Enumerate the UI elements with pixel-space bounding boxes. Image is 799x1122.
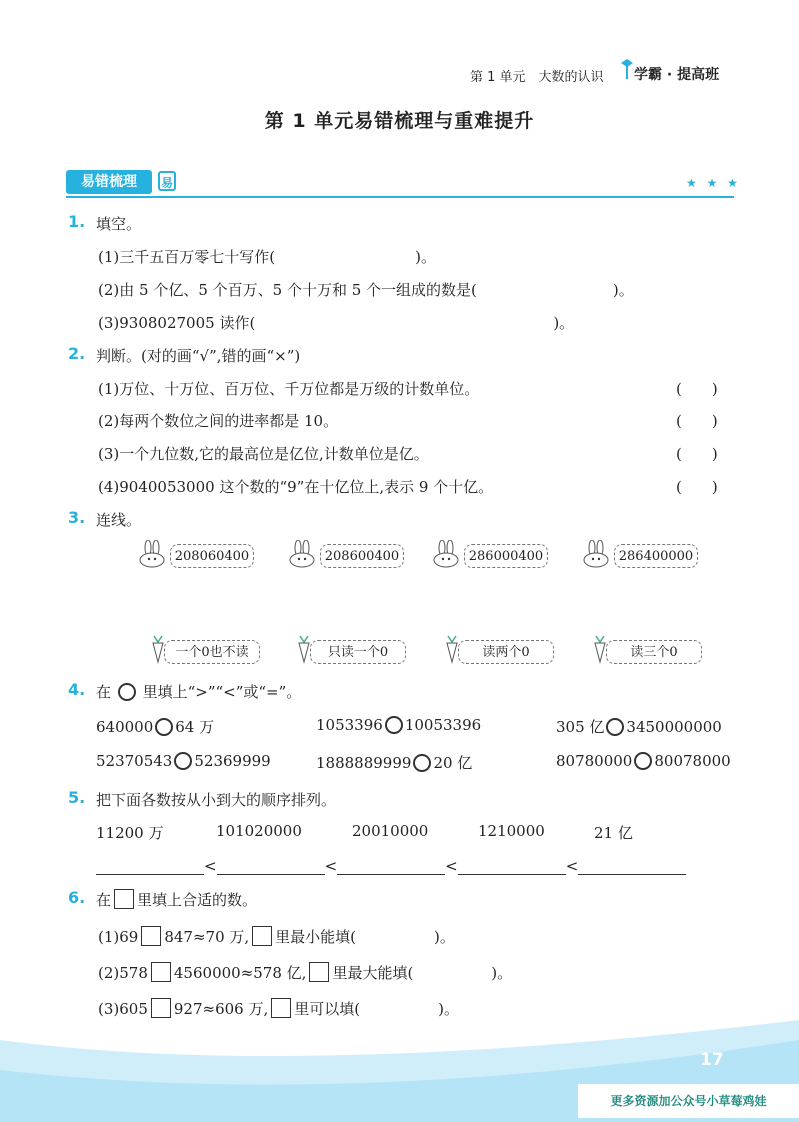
q5-order-row: < < < < [96,856,686,875]
bunny-icon [428,540,468,572]
section-banner: 易错梳理 [66,170,152,194]
q5-num-5: 21 亿 [594,824,633,842]
q2-item-1: (1)万位、十万位、百万位、千万位都是万级的计数单位。 [98,380,480,398]
circle-blank[interactable] [634,752,652,770]
q2-item-2: (2)每两个数位之间的进率都是 10。 [98,412,339,430]
q2-number: 2. [68,344,86,363]
q1-item-2: (2)由 5 个亿、5 个百万、5 个十万和 5 个一组成的数是( )。 [98,281,634,299]
digit-box[interactable] [151,962,171,982]
box-ref [252,926,272,946]
circle-blank[interactable] [606,718,624,736]
order-blank-2[interactable] [217,856,325,875]
q5-number: 5. [68,788,86,807]
graduation-cap-icon [620,58,634,80]
circle-blank-sample [118,683,136,701]
banner-divider [66,196,734,198]
q2-answer-4[interactable]: ( ) [676,478,718,496]
box-blank-sample [114,889,134,909]
bunny-icon [134,540,174,572]
q6-item-1: (1)69 847≈70 万, 里最小能填( )。 [98,928,455,946]
q6-number: 6. [68,888,86,907]
q5-num-1: 11200 万 [96,824,164,842]
q4-title: 在 里填上“>”“<”或“=”。 [96,683,302,701]
circle-blank[interactable] [155,718,173,736]
bunny-icon [578,540,618,572]
q5-num-2: 101020000 [216,822,302,840]
q4-compare-4: 52370543 52369999 [96,752,271,770]
box-ref [309,962,329,982]
watermark-text: 更多资源加公众号小草莓鸡娃 [578,1084,799,1118]
q4-compare-5: 1888889999 20 亿 [316,754,473,772]
page-title: 第 1 单元易错梳理与重难提升 [264,110,535,132]
q1-number: 1. [68,212,86,231]
q2-answer-2[interactable]: ( ) [676,412,718,430]
order-blank-4[interactable] [458,856,566,875]
circle-blank[interactable] [174,752,192,770]
q4-compare-6: 80780000 80078000 [556,752,731,770]
q1-item-1: (1)三千五百万零七十写作( )。 [98,248,436,266]
bunny-icon [284,540,324,572]
order-blank-3[interactable] [337,856,445,875]
q3-number: 3. [68,508,86,527]
order-blank-1[interactable] [96,856,204,875]
q1-title: 填空。 [96,215,142,233]
q1-item-3: (3)9308027005 读作( )。 [98,314,575,332]
q3-title: 连线。 [96,511,142,529]
q6-item-3: (3)605 927≈606 万, 里可以填( )。 [98,1000,459,1018]
reading-tag-4[interactable]: 读三个0 [606,640,702,664]
q2-title: 判断。(对的画“√”,错的画“×”) [96,347,301,365]
brand-label: 学霸 · 提高班 [634,67,720,83]
reading-tag-2[interactable]: 只读一个0 [310,640,406,664]
number-tag-4[interactable]: 286400000 [614,544,698,568]
q4-number: 4. [68,680,86,699]
q2-answer-3[interactable]: ( ) [676,445,718,463]
order-blank-5[interactable] [578,856,686,875]
q5-num-4: 1210000 [478,822,545,840]
q5-num-3: 20010000 [352,822,429,840]
reading-tag-1[interactable]: 一个0也不读 [164,640,260,664]
circle-blank[interactable] [385,716,403,734]
q5-title: 把下面各数按从小到大的顺序排列。 [96,791,337,809]
number-tag-3[interactable]: 286000400 [464,544,548,568]
difficulty-stars: ★ ★ ★ [686,176,741,190]
q4-compare-1: 640000 64 万 [96,718,215,736]
digit-box[interactable] [141,926,161,946]
number-tag-2[interactable]: 208600400 [320,544,404,568]
page-number: 17 [700,1050,724,1070]
q4-compare-2: 1053396 10053396 [316,716,482,734]
q2-item-4: (4)9040053000 这个数的“9”在十亿位上,表示 9 个十亿。 [98,478,494,496]
circle-blank[interactable] [413,754,431,772]
q4-compare-3: 305 亿 3450000000 [556,718,722,736]
reading-tag-3[interactable]: 读两个0 [458,640,554,664]
q6-item-2: (2)578 4560000≈578 亿, 里最大能填( )。 [98,964,513,982]
q2-answer-1[interactable]: ( ) [676,380,718,398]
section-icon: 易 [158,171,176,191]
q6-title: 在 里填上合适的数。 [96,891,258,909]
q2-item-3: (3)一个九位数,它的最高位是亿位,计数单位是亿。 [98,445,429,463]
unit-label: 第 1 单元 大数的认识 [470,70,604,85]
number-tag-1[interactable]: 208060400 [170,544,254,568]
